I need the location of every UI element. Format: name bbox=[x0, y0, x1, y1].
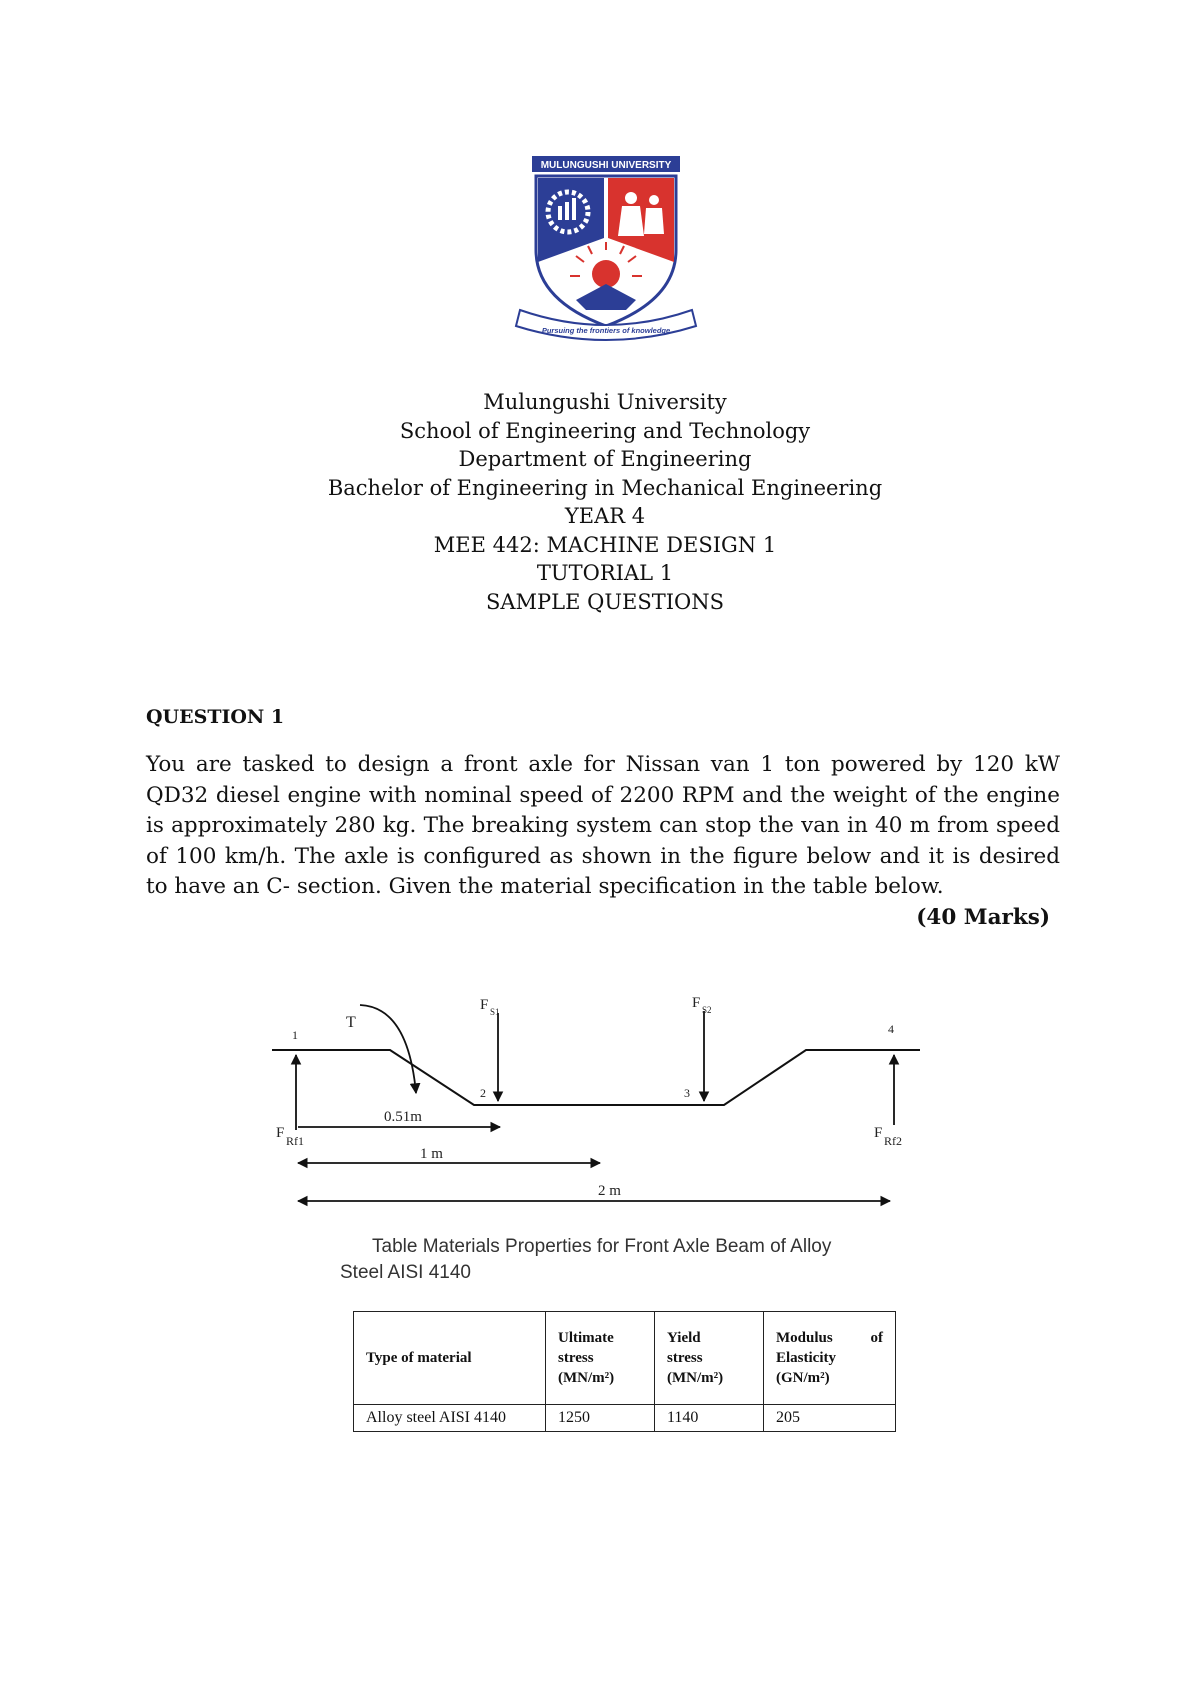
dimension-label-2m: 2 m bbox=[598, 1183, 621, 1199]
document-subtitle: SAMPLE QUESTIONS bbox=[485, 589, 725, 614]
cell-ultimate-stress: 1250 bbox=[546, 1405, 655, 1432]
crest-motto: Pursuing the frontiers of knowledge bbox=[541, 326, 671, 335]
reaction-left-label: F bbox=[276, 1125, 285, 1141]
header-ultimate-line-3: (MN/m²) bbox=[558, 1370, 615, 1386]
university-name: Mulungushi University bbox=[483, 390, 727, 414]
school-name: School of Engineering and Technology bbox=[399, 418, 811, 443]
header-modulus-of-word: of bbox=[870, 1330, 883, 1346]
table-caption-line-1: Table Materials Properties for Front Axle Beam of Alloy bbox=[372, 1236, 832, 1257]
course-title: MEE 442: MACHINE DESIGN 1 bbox=[433, 532, 777, 557]
header-yield-line-2: stress bbox=[667, 1350, 703, 1366]
table-caption-line-2: Steel AISI 4140 bbox=[340, 1262, 471, 1283]
table-caption bbox=[340, 1234, 900, 1286]
header-yield-stress bbox=[655, 1312, 764, 1405]
header-ultimate-line-1: Ultimate bbox=[558, 1330, 614, 1346]
axle-beam-profile bbox=[272, 1050, 920, 1105]
year-label: YEAR 4 bbox=[564, 504, 646, 528]
point-3-label: 3 bbox=[684, 1086, 690, 1100]
reaction-right-subscript: Rf2 bbox=[884, 1134, 902, 1148]
cell-modulus: 205 bbox=[764, 1405, 896, 1432]
dimension-label-0.51m: 0.51m bbox=[384, 1109, 422, 1125]
cell-material: Alloy steel AISI 4140 bbox=[354, 1405, 546, 1432]
tutorial-label: TUTORIAL 1 bbox=[536, 561, 674, 585]
department-name: Department of Engineering bbox=[458, 447, 752, 471]
table-header-row bbox=[354, 1312, 896, 1405]
force-s2-subscript: S2 bbox=[702, 1005, 712, 1015]
question-body bbox=[146, 750, 1060, 933]
crest-banner-text: MULUNGUSHI UNIVERSITY bbox=[540, 160, 672, 171]
header-yield-line-3: (MN/m²) bbox=[667, 1370, 724, 1386]
university-crest-logo bbox=[506, 150, 706, 350]
header-ultimate-line-2: stress bbox=[558, 1350, 594, 1366]
torque-label: T bbox=[346, 1014, 356, 1031]
point-2-label: 2 bbox=[480, 1086, 486, 1100]
front-axle-diagram bbox=[268, 985, 924, 1207]
header-yield-line-1: Yield bbox=[667, 1330, 701, 1346]
question-marks: (40 Marks) bbox=[916, 904, 1050, 930]
header-modulus-line-2: Elasticity bbox=[776, 1350, 836, 1366]
header-modulus-line-3: (GN/m²) bbox=[776, 1370, 830, 1386]
header-type-of-material: Type of material bbox=[354, 1312, 546, 1405]
question-text: You are tasked to design a front axle for Nissan van 1 ton powered by 120 kW QD32 diesel engine with nominal speed of 2200 RPM and the weight of the engine is approximately 280 kg. The breaking system can stop the van in 40 m from speed of 100 km/h. The axle is configured as shown in the figure below and it is desired to have an C- section. Given the material specification in the table below. bbox=[146, 752, 1060, 899]
force-s2-label: F bbox=[692, 995, 701, 1011]
force-s1-subscript: S1 bbox=[490, 1007, 500, 1017]
force-s1-label: F bbox=[480, 997, 489, 1013]
table-row bbox=[354, 1405, 896, 1432]
question-title: QUESTION 1 bbox=[146, 706, 285, 728]
reaction-right-label: F bbox=[874, 1125, 883, 1141]
reaction-left-subscript: Rf1 bbox=[286, 1134, 304, 1148]
document-heading bbox=[150, 388, 1060, 616]
materials-properties-table bbox=[353, 1311, 896, 1432]
programme-name: Bachelor of Engineering in Mechanical Engineering bbox=[327, 475, 883, 500]
header-modulus-line-1 bbox=[776, 1328, 883, 1348]
point-1-label: 1 bbox=[292, 1028, 298, 1042]
header-ultimate-stress bbox=[546, 1312, 655, 1405]
cell-yield-stress: 1140 bbox=[655, 1405, 764, 1432]
point-4-label: 4 bbox=[888, 1022, 894, 1036]
header-modulus-word: Modulus bbox=[776, 1330, 833, 1346]
clipped-text-fragment bbox=[344, 1432, 824, 1436]
header-modulus-of-elasticity bbox=[764, 1312, 896, 1405]
dimension-label-1m: 1 m bbox=[420, 1146, 443, 1162]
